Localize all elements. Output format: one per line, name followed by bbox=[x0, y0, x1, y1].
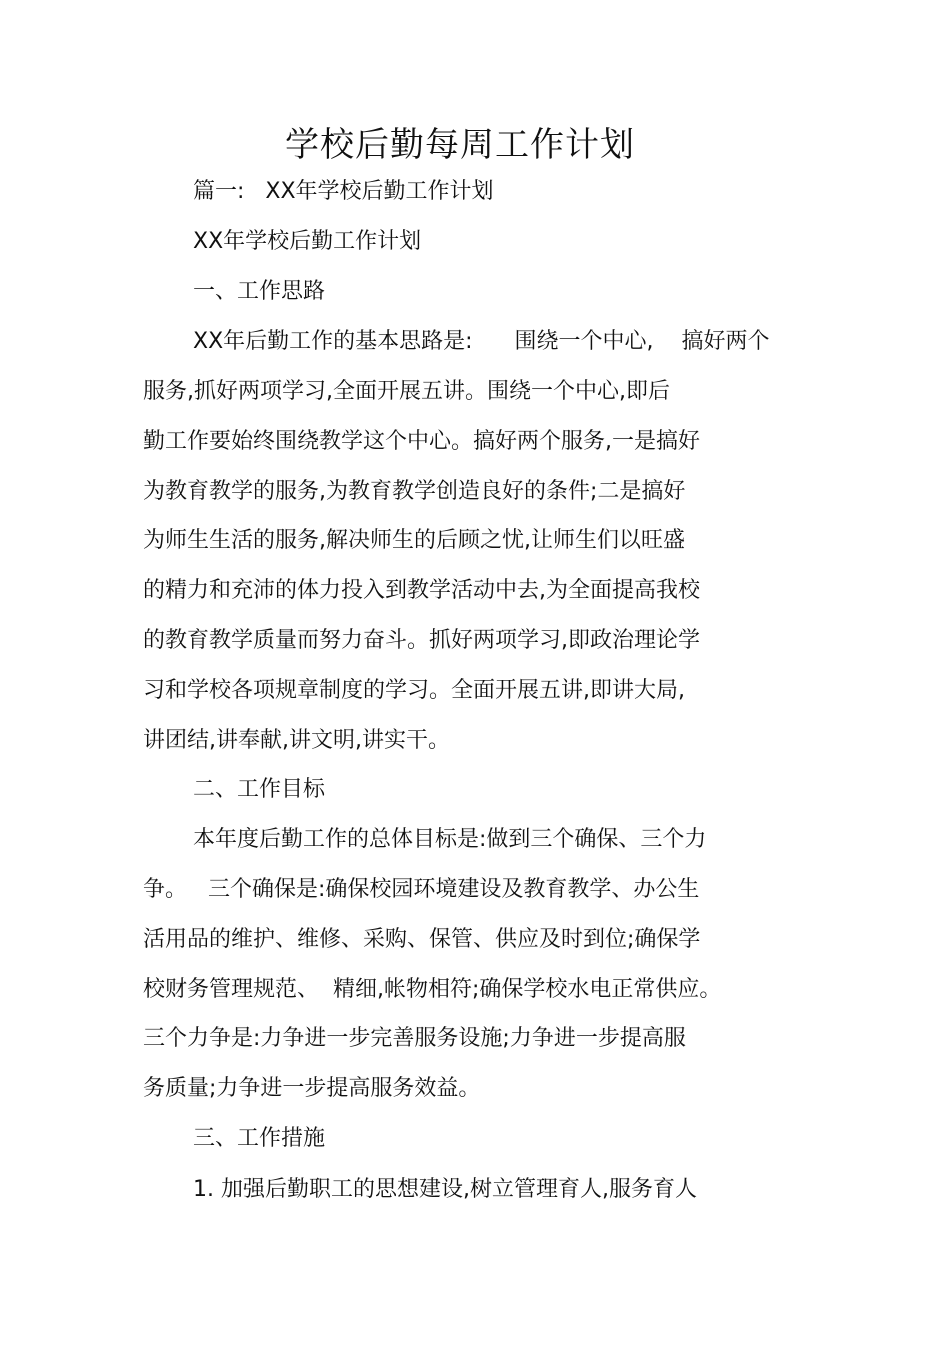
paragraph-line: 讲团结,讲奉献,讲文明,讲实干。 bbox=[143, 728, 450, 753]
paragraph-line: 三个力争是:力争进一步完善服务设施;力争进一步提高服 bbox=[143, 1026, 686, 1051]
paragraph-line: 服务,抓好两项学习,全面开展五讲。围绕一个中心,即后 bbox=[143, 379, 670, 404]
section-heading: 一、工作思路 bbox=[193, 279, 326, 304]
paragraph-line: 为教育教学的服务,为教育教学创造良好的条件;二是搞好 bbox=[143, 479, 686, 504]
section-heading: 二、工作目标 bbox=[193, 777, 326, 802]
heading-line: XX年学校后勤工作计划 bbox=[193, 229, 422, 254]
paragraph-line: 习和学校各项规章制度的学习。全面开展五讲,即讲大局, bbox=[143, 678, 685, 703]
paragraph-line: 为师生生活的服务,解决师生的后顾之忧,让师生们以旺盛 bbox=[143, 528, 685, 553]
paragraph-line: 勤工作要始终围绕教学这个中心。搞好两个服务,一是搞好 bbox=[143, 429, 700, 454]
paragraph-line: 务质量;力争进一步提高服务效益。 bbox=[143, 1076, 481, 1101]
paragraph-line: 的教育教学质量而努力奋斗。抓好两项学习,即政治理论学 bbox=[143, 628, 700, 653]
subtitle-line: 篇一: XX年学校后勤工作计划 bbox=[193, 179, 494, 204]
paragraph-line: 活用品的维护、维修、采购、保管、供应及时到位;确保学 bbox=[143, 927, 701, 952]
paragraph-line: 1. 加强后勤职工的思想建设,树立管理育人,服务育人 bbox=[193, 1177, 697, 1202]
paragraph-line: 争。 三个确保是:确保校园环境建设及教育教学、办公生 bbox=[143, 877, 700, 902]
paragraph-line: 的精力和充沛的体力投入到教学活动中去,为全面提高我校 bbox=[143, 578, 700, 603]
paragraph-line: XX年后勤工作的基本思路是: 围绕一个中心, 搞好两个 bbox=[193, 329, 770, 354]
section-heading: 三、工作措施 bbox=[193, 1126, 326, 1151]
paragraph-line: 校财务管理规范、 精细,帐物相符;确保学校水电正常供应。 bbox=[143, 977, 722, 1002]
paragraph-line: 本年度后勤工作的总体目标是:做到三个确保、三个力 bbox=[193, 827, 707, 852]
document-title: 学校后勤每周工作计划 bbox=[285, 125, 635, 165]
